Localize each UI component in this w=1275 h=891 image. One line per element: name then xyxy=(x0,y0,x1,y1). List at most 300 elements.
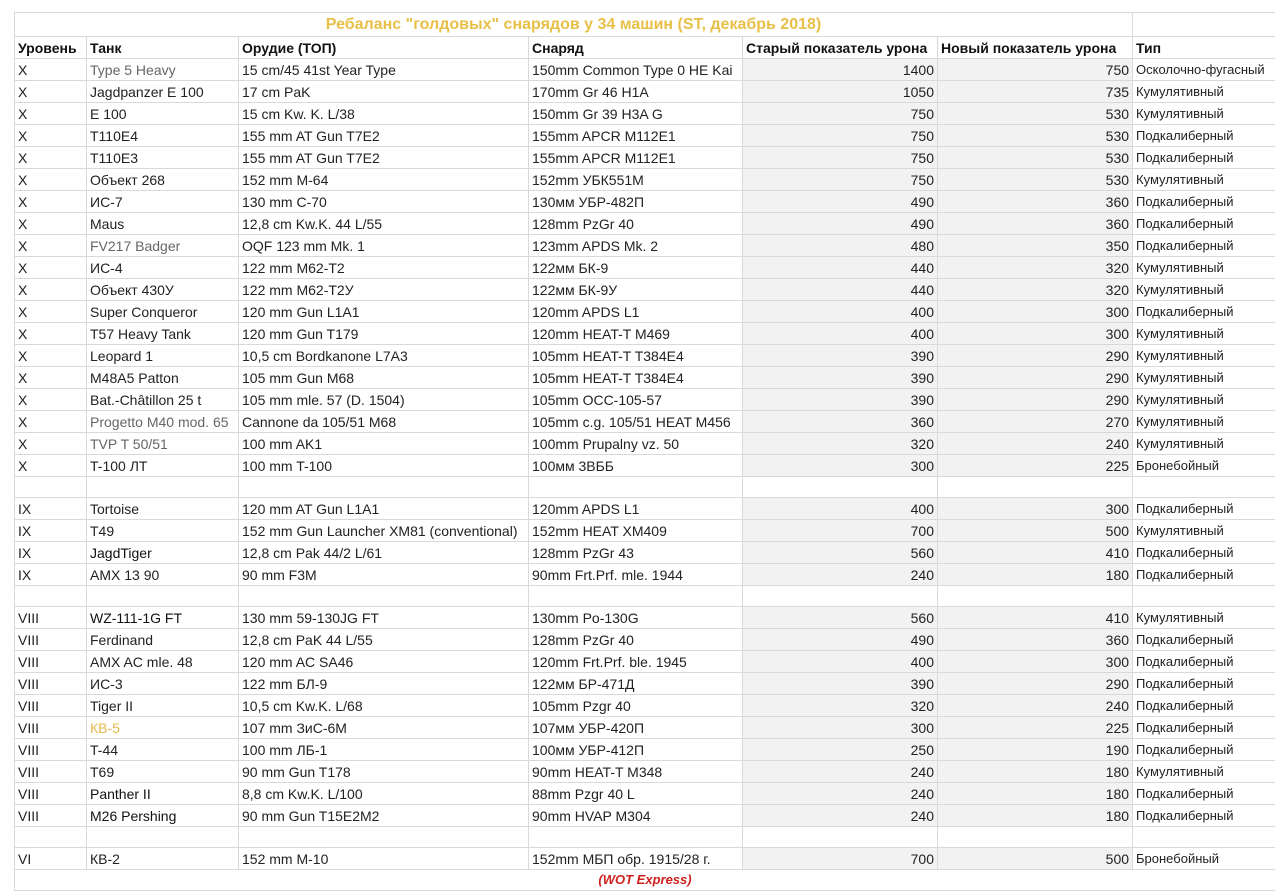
tank-cell: Type 5 Heavy xyxy=(87,59,239,81)
old-damage-cell: 700 xyxy=(743,848,938,870)
new-damage-cell: 190 xyxy=(938,739,1133,761)
new-damage-cell: 290 xyxy=(938,389,1133,411)
old-damage-cell: 750 xyxy=(743,103,938,125)
type-cell: Подкалиберный xyxy=(1133,739,1275,761)
shell-cell: 88mm Pzgr 40 L xyxy=(529,783,743,805)
type-cell: Кумулятивный xyxy=(1133,433,1275,455)
type-cell: Подкалиберный xyxy=(1133,542,1275,564)
table-row xyxy=(15,257,1275,279)
level-cell: X xyxy=(15,279,87,301)
type-cell: Кумулятивный xyxy=(1133,279,1275,301)
header-type: Тип xyxy=(1133,37,1275,59)
gun-cell: 105 mm mle. 57 (D. 1504) xyxy=(239,389,529,411)
gun-cell: 100 mm ЛБ-1 xyxy=(239,739,529,761)
shell-cell: 122мм БР-471Д xyxy=(529,673,743,695)
type-cell: Подкалиберный xyxy=(1133,717,1275,739)
level-cell: X xyxy=(15,345,87,367)
new-damage-cell: 290 xyxy=(938,345,1133,367)
shell-cell: 105mm Pzgr 40 xyxy=(529,695,743,717)
new-damage-cell: 500 xyxy=(938,520,1133,542)
empty-cell xyxy=(1133,586,1275,607)
level-cell: VIII xyxy=(15,761,87,783)
shell-cell: 105mm HEAT-T T384E4 xyxy=(529,345,743,367)
level-cell: X xyxy=(15,81,87,103)
shell-cell: 105mm OCC-105-57 xyxy=(529,389,743,411)
old-damage-cell: 490 xyxy=(743,629,938,651)
header-shell: Снаряд xyxy=(529,37,743,59)
gun-cell: 10,5 cm Kw.K. L/68 xyxy=(239,695,529,717)
gun-cell: Cannone da 105/51 M68 xyxy=(239,411,529,433)
gun-cell: 130 mm 59-130JG FT xyxy=(239,607,529,629)
new-damage-cell: 180 xyxy=(938,761,1133,783)
old-damage-cell: 1050 xyxy=(743,81,938,103)
separator-row xyxy=(15,586,1275,607)
old-damage-cell: 750 xyxy=(743,169,938,191)
shell-cell: 120mm Frt.Prf. ble. 1945 xyxy=(529,651,743,673)
empty-cell xyxy=(743,477,938,498)
table-row xyxy=(15,345,1275,367)
separator-row xyxy=(15,827,1275,848)
table-row xyxy=(15,389,1275,411)
type-cell: Кумулятивный xyxy=(1133,323,1275,345)
table-row xyxy=(15,125,1275,147)
old-damage-cell: 320 xyxy=(743,433,938,455)
type-cell: Подкалиберный xyxy=(1133,498,1275,520)
gun-cell: 122 mm M62-T2 xyxy=(239,257,529,279)
type-cell: Кумулятивный xyxy=(1133,103,1275,125)
type-cell: Подкалиберный xyxy=(1133,805,1275,827)
empty-cell xyxy=(529,477,743,498)
level-cell: X xyxy=(15,455,87,477)
shell-cell: 107мм УБР-420П xyxy=(529,717,743,739)
type-cell: Подкалиберный xyxy=(1133,783,1275,805)
shell-cell: 120mm HEAT-T M469 xyxy=(529,323,743,345)
new-damage-cell: 750 xyxy=(938,59,1133,81)
level-cell: X xyxy=(15,389,87,411)
table-row xyxy=(15,564,1275,586)
shell-cell: 122мм БК-9 xyxy=(529,257,743,279)
old-damage-cell: 390 xyxy=(743,389,938,411)
empty-cell xyxy=(938,827,1133,848)
new-damage-cell: 225 xyxy=(938,455,1133,477)
old-damage-cell: 390 xyxy=(743,345,938,367)
table-row xyxy=(15,279,1275,301)
empty-cell xyxy=(87,586,239,607)
empty-cell xyxy=(239,827,529,848)
old-damage-cell: 1400 xyxy=(743,59,938,81)
tank-cell: Bat.-Châtillon 25 t xyxy=(87,389,239,411)
table-row xyxy=(15,169,1275,191)
tank-cell: Ferdinand xyxy=(87,629,239,651)
gun-cell: 152 mm M-64 xyxy=(239,169,529,191)
table-row xyxy=(15,805,1275,827)
shell-cell: 122мм БК-9У xyxy=(529,279,743,301)
tank-cell: КВ-2 xyxy=(87,848,239,870)
old-damage-cell: 700 xyxy=(743,520,938,542)
shell-cell: 123mm APDS Mk. 2 xyxy=(529,235,743,257)
level-cell: VIII xyxy=(15,717,87,739)
new-damage-cell: 300 xyxy=(938,498,1133,520)
level-cell: X xyxy=(15,323,87,345)
old-damage-cell: 440 xyxy=(743,279,938,301)
old-damage-cell: 400 xyxy=(743,651,938,673)
table-row xyxy=(15,542,1275,564)
old-damage-cell: 390 xyxy=(743,367,938,389)
separator-row xyxy=(15,477,1275,498)
type-cell: Кумулятивный xyxy=(1133,169,1275,191)
empty-cell xyxy=(938,477,1133,498)
tank-cell: ИС-3 xyxy=(87,673,239,695)
old-damage-cell: 490 xyxy=(743,213,938,235)
tank-cell: AMX 13 90 xyxy=(87,564,239,586)
gun-cell: 12,8 cm PaK 44 L/55 xyxy=(239,629,529,651)
new-damage-cell: 530 xyxy=(938,125,1133,147)
empty-cell xyxy=(15,477,87,498)
level-cell: X xyxy=(15,125,87,147)
new-damage-cell: 290 xyxy=(938,367,1133,389)
gun-cell: 155 mm AT Gun T7E2 xyxy=(239,147,529,169)
empty-cell xyxy=(529,586,743,607)
type-cell: Кумулятивный xyxy=(1133,367,1275,389)
tank-cell: T57 Heavy Tank xyxy=(87,323,239,345)
gun-cell: 120 mm Gun L1A1 xyxy=(239,301,529,323)
level-cell: IX xyxy=(15,520,87,542)
level-cell: IX xyxy=(15,564,87,586)
empty-cell xyxy=(15,827,87,848)
table-row xyxy=(15,783,1275,805)
shell-cell: 105mm c.g. 105/51 HEAT M456 xyxy=(529,411,743,433)
old-damage-cell: 240 xyxy=(743,805,938,827)
shell-cell: 155mm APCR M112E1 xyxy=(529,125,743,147)
old-damage-cell: 750 xyxy=(743,125,938,147)
type-cell: Подкалиберный xyxy=(1133,125,1275,147)
type-cell: Подкалиберный xyxy=(1133,629,1275,651)
empty-cell xyxy=(1133,827,1275,848)
new-damage-cell: 240 xyxy=(938,695,1133,717)
tank-cell: T69 xyxy=(87,761,239,783)
shell-cell: 90mm HEAT-T M348 xyxy=(529,761,743,783)
gun-cell: 90 mm Gun T178 xyxy=(239,761,529,783)
table-row xyxy=(15,301,1275,323)
shell-cell: 152mm МБП обр. 1915/28 г. xyxy=(529,848,743,870)
gun-cell: 15 cm Kw. K. L/38 xyxy=(239,103,529,125)
level-cell: X xyxy=(15,213,87,235)
old-damage-cell: 360 xyxy=(743,411,938,433)
gun-cell: 100 mm AK1 xyxy=(239,433,529,455)
empty-cell xyxy=(743,827,938,848)
old-damage-cell: 480 xyxy=(743,235,938,257)
gun-cell: 90 mm F3M xyxy=(239,564,529,586)
new-damage-cell: 410 xyxy=(938,542,1133,564)
gun-cell: 100 mm T-100 xyxy=(239,455,529,477)
old-damage-cell: 390 xyxy=(743,673,938,695)
new-damage-cell: 300 xyxy=(938,651,1133,673)
header-new-damage: Новый показатель урона xyxy=(938,37,1133,59)
shell-cell: 152mm УБК551М xyxy=(529,169,743,191)
level-cell: IX xyxy=(15,498,87,520)
table-row xyxy=(15,191,1275,213)
table-row xyxy=(15,739,1275,761)
tank-cell: Panther II xyxy=(87,783,239,805)
shell-cell: 128mm PzGr 40 xyxy=(529,213,743,235)
gun-cell: 107 mm ЗиС-6М xyxy=(239,717,529,739)
shell-cell: 155mm APCR M112E1 xyxy=(529,147,743,169)
level-cell: X xyxy=(15,191,87,213)
old-damage-cell: 440 xyxy=(743,257,938,279)
new-damage-cell: 500 xyxy=(938,848,1133,870)
header-tank: Танк xyxy=(87,37,239,59)
type-cell: Подкалиберный xyxy=(1133,695,1275,717)
tank-cell: ИС-7 xyxy=(87,191,239,213)
level-cell: X xyxy=(15,235,87,257)
shell-cell: 152mm HEAT XM409 xyxy=(529,520,743,542)
level-cell: X xyxy=(15,411,87,433)
gun-cell: 152 mm Gun Launcher XM81 (conventional) xyxy=(239,520,529,542)
old-damage-cell: 400 xyxy=(743,498,938,520)
new-damage-cell: 530 xyxy=(938,169,1133,191)
new-damage-cell: 180 xyxy=(938,805,1133,827)
old-damage-cell: 320 xyxy=(743,695,938,717)
new-damage-cell: 735 xyxy=(938,81,1133,103)
tank-cell: Leopard 1 xyxy=(87,345,239,367)
header-level: Уровень xyxy=(15,37,87,59)
table-row xyxy=(15,498,1275,520)
new-damage-cell: 180 xyxy=(938,783,1133,805)
new-damage-cell: 530 xyxy=(938,147,1133,169)
new-damage-cell: 300 xyxy=(938,323,1133,345)
type-cell: Кумулятивный xyxy=(1133,389,1275,411)
level-cell: VIII xyxy=(15,607,87,629)
type-cell: Кумулятивный xyxy=(1133,607,1275,629)
new-damage-cell: 300 xyxy=(938,301,1133,323)
table-row xyxy=(15,367,1275,389)
level-cell: X xyxy=(15,367,87,389)
table-row xyxy=(15,235,1275,257)
gun-cell: 12,8 cm Pak 44/2 L/61 xyxy=(239,542,529,564)
tank-cell: AMX AC mle. 48 xyxy=(87,651,239,673)
level-cell: VIII xyxy=(15,651,87,673)
old-damage-cell: 300 xyxy=(743,455,938,477)
table-row xyxy=(15,695,1275,717)
new-damage-cell: 530 xyxy=(938,103,1133,125)
type-cell: Подкалиберный xyxy=(1133,673,1275,695)
shell-cell: 100мм 3ВББ xyxy=(529,455,743,477)
shell-cell: 90mm HVAP M304 xyxy=(529,805,743,827)
header-row xyxy=(15,37,1275,59)
table-row xyxy=(15,651,1275,673)
tank-cell: T110E3 xyxy=(87,147,239,169)
shell-cell: 105mm HEAT-T T384E4 xyxy=(529,367,743,389)
shell-cell: 170mm Gr 46 H1A xyxy=(529,81,743,103)
rebalance-table xyxy=(14,12,1275,891)
table-row xyxy=(15,59,1275,81)
level-cell: VIII xyxy=(15,805,87,827)
tank-cell: Progetto M40 mod. 65 xyxy=(87,411,239,433)
table-row xyxy=(15,103,1275,125)
new-damage-cell: 410 xyxy=(938,607,1133,629)
tank-cell: JagdTiger xyxy=(87,542,239,564)
old-damage-cell: 560 xyxy=(743,607,938,629)
type-cell: Кумулятивный xyxy=(1133,520,1275,542)
table-row xyxy=(15,673,1275,695)
type-cell: Кумулятивный xyxy=(1133,81,1275,103)
level-cell: X xyxy=(15,59,87,81)
tank-cell: T110E4 xyxy=(87,125,239,147)
gun-cell: 122 mm БЛ-9 xyxy=(239,673,529,695)
tank-cell: T-44 xyxy=(87,739,239,761)
gun-cell: 155 mm AT Gun T7E2 xyxy=(239,125,529,147)
empty-cell xyxy=(938,586,1133,607)
table-row xyxy=(15,607,1275,629)
type-cell: Подкалиберный xyxy=(1133,564,1275,586)
gun-cell: 12,8 cm Kw.K. 44 L/55 xyxy=(239,213,529,235)
old-damage-cell: 400 xyxy=(743,323,938,345)
old-damage-cell: 250 xyxy=(743,739,938,761)
gun-cell: 15 cm/45 41st Year Type xyxy=(239,59,529,81)
empty-cell xyxy=(239,477,529,498)
level-cell: X xyxy=(15,147,87,169)
new-damage-cell: 225 xyxy=(938,717,1133,739)
type-cell: Кумулятивный xyxy=(1133,411,1275,433)
shell-cell: 130мм УБР-482П xyxy=(529,191,743,213)
old-damage-cell: 400 xyxy=(743,301,938,323)
title-empty-cell xyxy=(1133,13,1275,37)
shell-cell: 128mm PzGr 40 xyxy=(529,629,743,651)
gun-cell: 10,5 cm Bordkanone L7A3 xyxy=(239,345,529,367)
new-damage-cell: 360 xyxy=(938,191,1133,213)
tank-cell: Jagdpanzer E 100 xyxy=(87,81,239,103)
tank-cell: Maus xyxy=(87,213,239,235)
level-cell: VIII xyxy=(15,629,87,651)
old-damage-cell: 300 xyxy=(743,717,938,739)
old-damage-cell: 240 xyxy=(743,564,938,586)
table-row xyxy=(15,455,1275,477)
table-row xyxy=(15,848,1275,870)
old-damage-cell: 750 xyxy=(743,147,938,169)
level-cell: X xyxy=(15,301,87,323)
empty-cell xyxy=(87,827,239,848)
level-cell: X xyxy=(15,103,87,125)
new-damage-cell: 320 xyxy=(938,257,1133,279)
new-damage-cell: 350 xyxy=(938,235,1133,257)
tank-cell: WZ-111-1G FT xyxy=(87,607,239,629)
table-title: Ребаланс "голдовых" снарядов у 34 машин (ST, декабрь 2018) xyxy=(15,13,1133,37)
shell-cell: 90mm Frt.Prf. mle. 1944 xyxy=(529,564,743,586)
type-cell: Бронебойный xyxy=(1133,848,1275,870)
new-damage-cell: 360 xyxy=(938,213,1133,235)
level-cell: X xyxy=(15,433,87,455)
gun-cell: 120 mm AT Gun L1A1 xyxy=(239,498,529,520)
new-damage-cell: 320 xyxy=(938,279,1133,301)
shell-cell: 100мм УБР-412П xyxy=(529,739,743,761)
shell-cell: 100mm Prupalny vz. 50 xyxy=(529,433,743,455)
level-cell: VIII xyxy=(15,739,87,761)
tank-cell: Tiger II xyxy=(87,695,239,717)
gun-cell: 122 mm M62-T2У xyxy=(239,279,529,301)
empty-cell xyxy=(15,586,87,607)
type-cell: Подкалиберный xyxy=(1133,191,1275,213)
gun-cell: OQF 123 mm Mk. 1 xyxy=(239,235,529,257)
empty-cell xyxy=(1133,477,1275,498)
tank-cell: T49 xyxy=(87,520,239,542)
level-cell: X xyxy=(15,169,87,191)
type-cell: Осколочно-фугасный xyxy=(1133,59,1275,81)
old-damage-cell: 490 xyxy=(743,191,938,213)
tank-cell: TVP T 50/51 xyxy=(87,433,239,455)
gun-cell: 120 mm Gun T179 xyxy=(239,323,529,345)
tank-cell: M26 Pershing xyxy=(87,805,239,827)
empty-cell xyxy=(239,586,529,607)
tank-cell: Объект 430У xyxy=(87,279,239,301)
level-cell: X xyxy=(15,257,87,279)
new-damage-cell: 360 xyxy=(938,629,1133,651)
gun-cell: 105 mm Gun M68 xyxy=(239,367,529,389)
title-row xyxy=(15,13,1275,37)
table-row xyxy=(15,411,1275,433)
type-cell: Подкалиберный xyxy=(1133,301,1275,323)
type-cell: Подкалиберный xyxy=(1133,213,1275,235)
new-damage-cell: 290 xyxy=(938,673,1133,695)
level-cell: IX xyxy=(15,542,87,564)
level-cell: VIII xyxy=(15,695,87,717)
table-row xyxy=(15,761,1275,783)
tank-cell: Super Conqueror xyxy=(87,301,239,323)
tank-cell: E 100 xyxy=(87,103,239,125)
empty-cell xyxy=(87,477,239,498)
tank-cell: T-100 ЛТ xyxy=(87,455,239,477)
empty-cell xyxy=(743,586,938,607)
table-row xyxy=(15,520,1275,542)
source-row xyxy=(15,870,1275,891)
old-damage-cell: 240 xyxy=(743,761,938,783)
tank-cell: M48A5 Patton xyxy=(87,367,239,389)
source-label: (WOT Express) xyxy=(15,870,1275,891)
tank-cell: ИС-4 xyxy=(87,257,239,279)
header-old-damage: Старый показатель урона xyxy=(743,37,938,59)
new-damage-cell: 270 xyxy=(938,411,1133,433)
shell-cell: 120mm APDS L1 xyxy=(529,301,743,323)
new-damage-cell: 240 xyxy=(938,433,1133,455)
shell-cell: 150mm Common Type 0 HE Kai xyxy=(529,59,743,81)
table-row xyxy=(15,81,1275,103)
level-cell: VIII xyxy=(15,673,87,695)
type-cell: Подкалиберный xyxy=(1133,147,1275,169)
gun-cell: 130 mm C-70 xyxy=(239,191,529,213)
tank-cell: Tortoise xyxy=(87,498,239,520)
table-row xyxy=(15,629,1275,651)
gun-cell: 152 mm M-10 xyxy=(239,848,529,870)
type-cell: Бронебойный xyxy=(1133,455,1275,477)
shell-cell: 130mm Po-130G xyxy=(529,607,743,629)
gun-cell: 120 mm AC SA46 xyxy=(239,651,529,673)
type-cell: Кумулятивный xyxy=(1133,257,1275,279)
tank-cell: Объект 268 xyxy=(87,169,239,191)
gun-cell: 8,8 cm Kw.K. L/100 xyxy=(239,783,529,805)
level-cell: VIII xyxy=(15,783,87,805)
shell-cell: 128mm PzGr 43 xyxy=(529,542,743,564)
table-row xyxy=(15,717,1275,739)
level-cell: VI xyxy=(15,848,87,870)
table-row xyxy=(15,433,1275,455)
new-damage-cell: 180 xyxy=(938,564,1133,586)
old-damage-cell: 240 xyxy=(743,783,938,805)
type-cell: Подкалиберный xyxy=(1133,235,1275,257)
tank-cell: FV217 Badger xyxy=(87,235,239,257)
table-row xyxy=(15,213,1275,235)
shell-cell: 150mm Gr 39 H3A G xyxy=(529,103,743,125)
tank-cell: КВ-5 xyxy=(87,717,239,739)
gun-cell: 17 cm PaK xyxy=(239,81,529,103)
